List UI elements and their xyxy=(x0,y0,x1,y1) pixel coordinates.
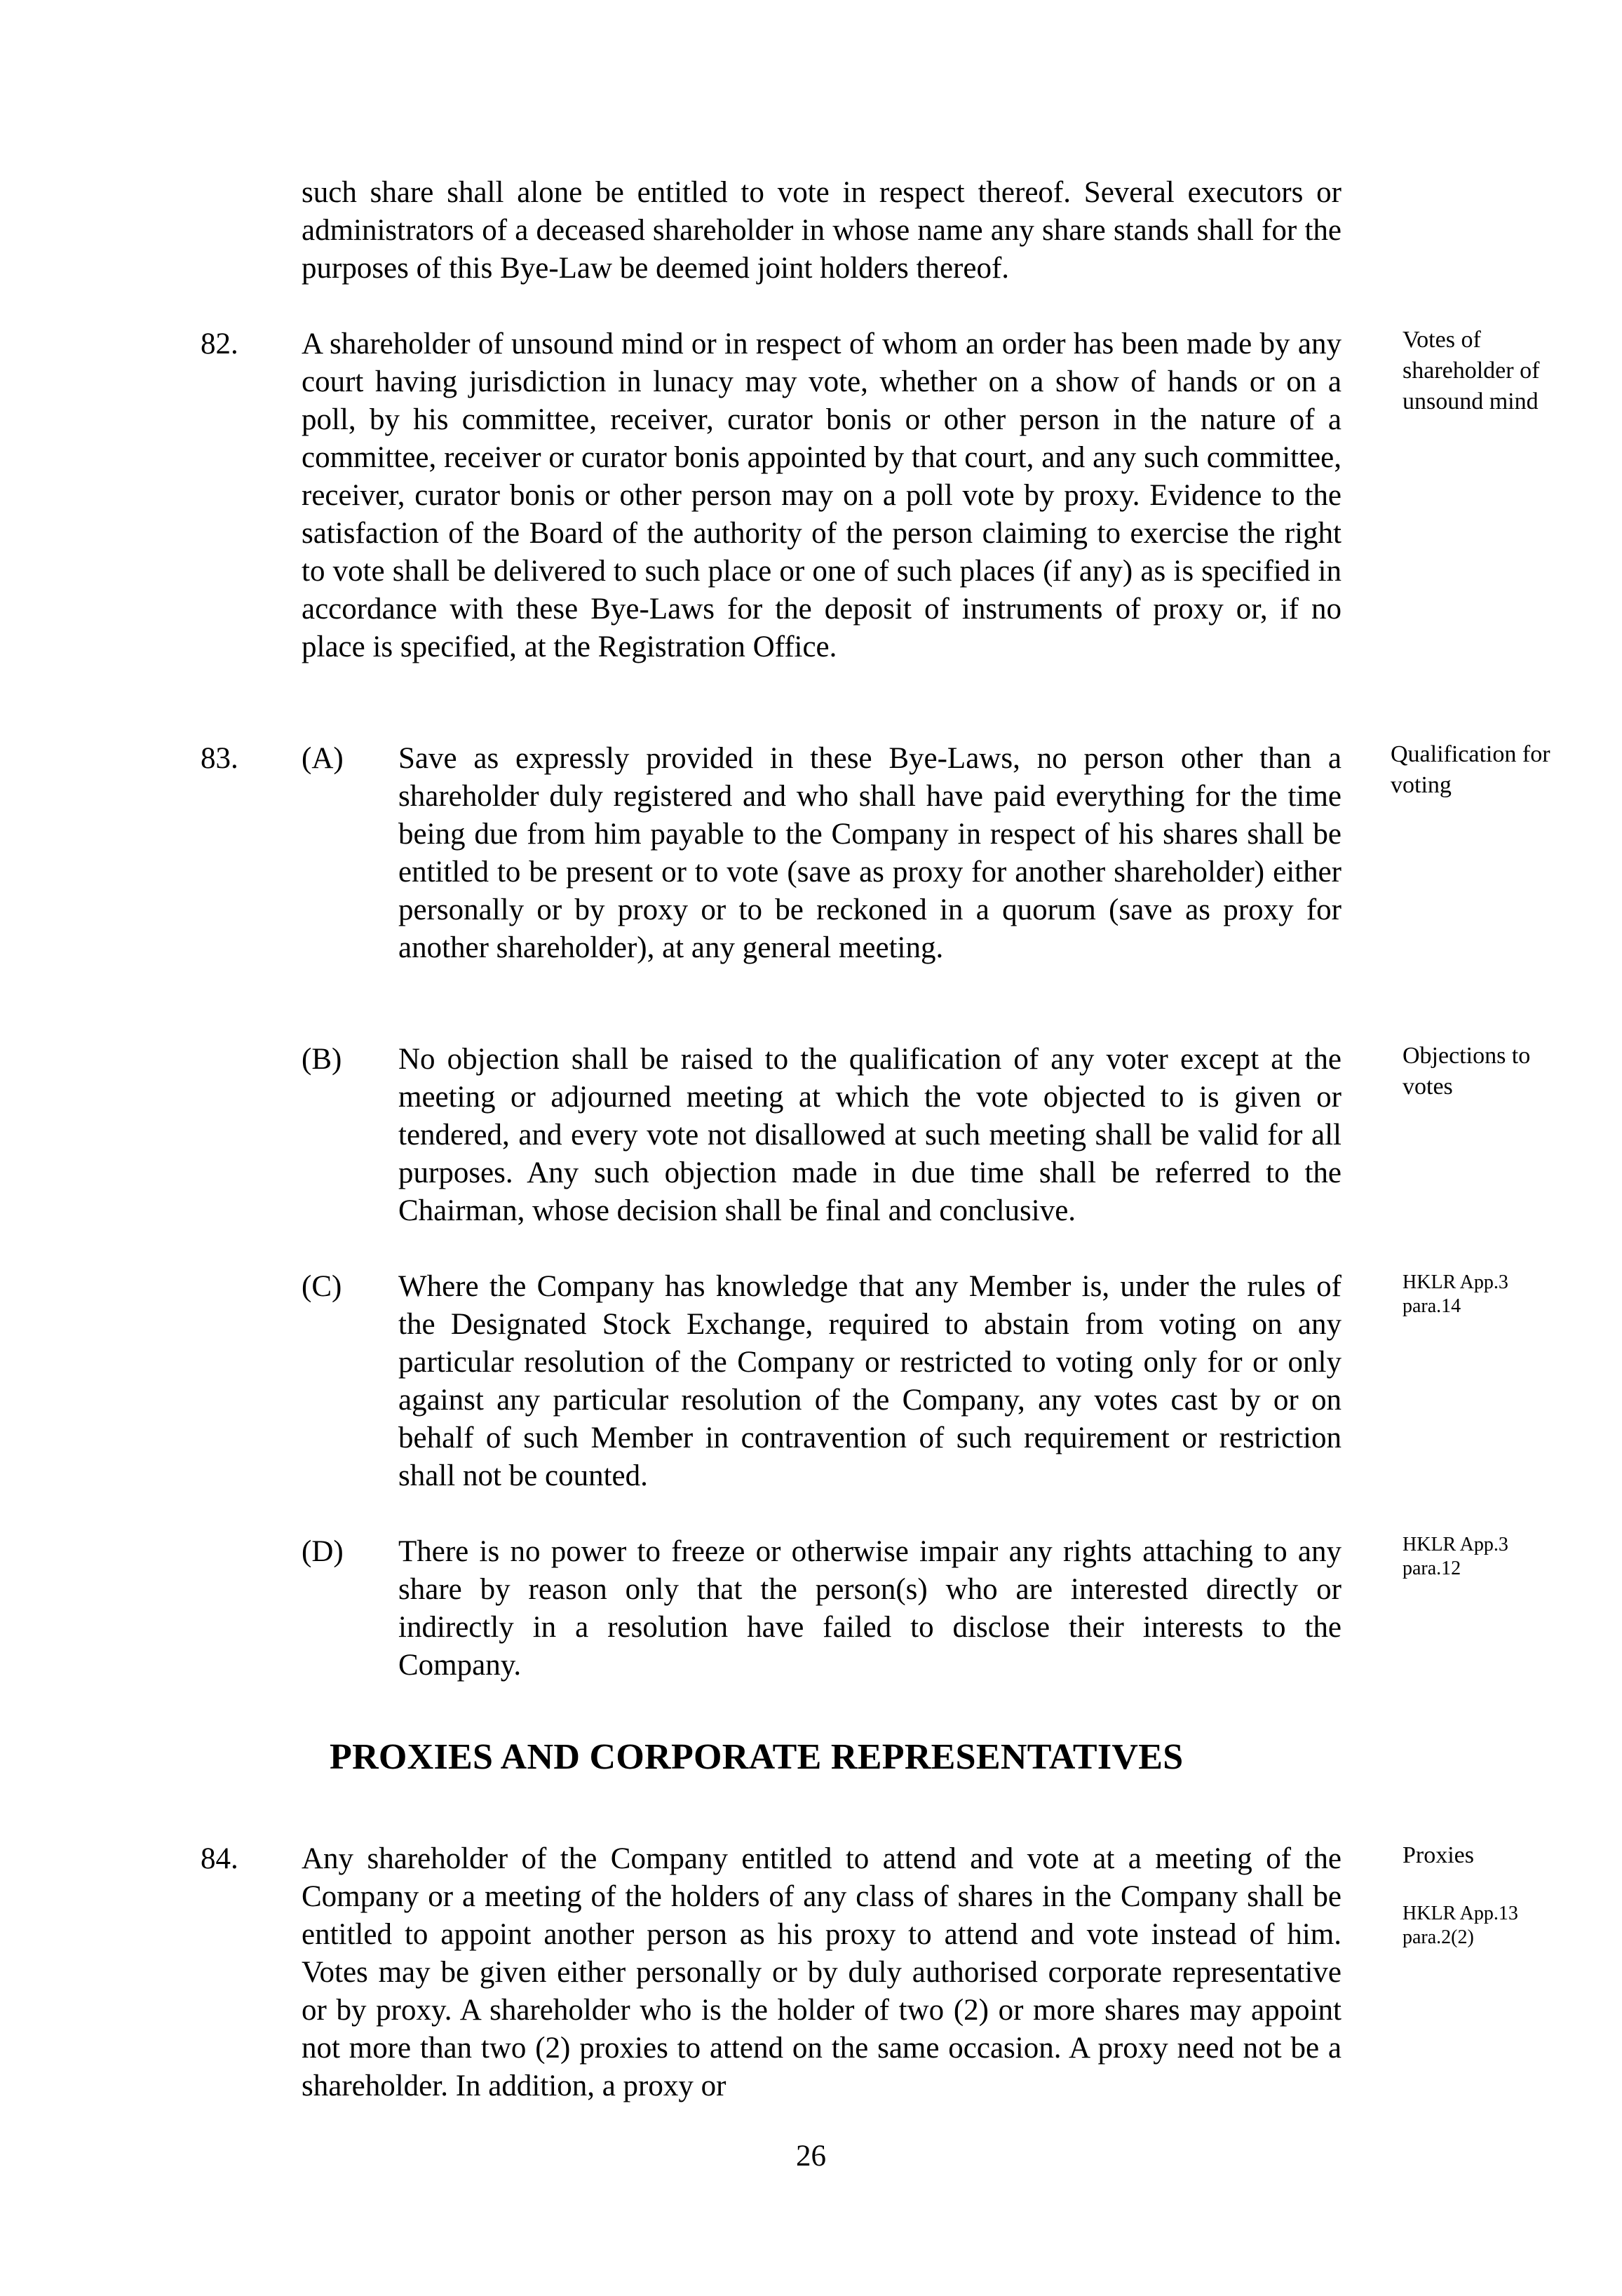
clause-82-number: 82. xyxy=(201,327,238,360)
clause-83a-label: (A) xyxy=(302,742,344,775)
clause-83c-margin-note: HKLR App.3 para.14 xyxy=(1403,1271,1508,1317)
page-number: 26 xyxy=(796,2140,826,2173)
clause-83b-label: (B) xyxy=(302,1043,342,1076)
clause-83a-text: Save as expressly provided in these Bye-Laws, no person other than a shareholder duly registered and who shall have paid everything for the time being due from him payable to the Company in respect of his shares shall be entitled to be present or to vote (save as proxy for another shareholder) either personally or by proxy or to be reckoned in a quorum (save as proxy for another shareholder), at any general meeting. xyxy=(398,742,1341,964)
clause-84-number: 84. xyxy=(201,1842,238,1875)
clause-83d-margin-note: HKLR App.3 para.12 xyxy=(1403,1534,1508,1579)
clause-84-margin-note-proxies: Proxies xyxy=(1403,1842,1474,1868)
clause-84-text: Any shareholder of the Company entitled to attend and vote at a meeting of the Company or a meeting of the holders of any class of shares in the Company shall be entitled to appoint another person as his proxy to attend and vote instead of him. Votes may be given either personally or by duly authorised corporate representative or by proxy. A shareholder who is the holder of two (2) or more shares may appoint not more than two (2) proxies to attend on the same occasion. A proxy need not be a shareholder. In addition, a proxy or xyxy=(302,1842,1341,2102)
clause-83-number: 83. xyxy=(201,742,238,775)
clause-83a-margin-note: Qualification for voting xyxy=(1391,741,1550,798)
clause-82-text: A shareholder of unsound mind or in respect of whom an order has been made by any court having jurisdiction in lunacy may vote, whether on a show of hands or on a poll, by his committee, receiver, curator bonis or other person in the nature of a committee, receiver or curator bonis appointed by that court, and any such committee, receiver, curator bonis or other person may on a poll vote by proxy. Evidence to the satisfaction of the Board of the authority of the person claiming to exercise the right to vote shall be delivered to such place or one of such places (if any) as is specified in accordance with these Bye-Laws for the deposit of instruments of proxy or, if no place is specified, at the Registration Office. xyxy=(302,327,1341,663)
clause-83d-text: There is no power to freeze or otherwise impair any rights attaching to any share by reason only that the person(s) who are interested directly or indirectly in a resolution have failed to disclose their interests to the Company. xyxy=(398,1535,1341,1682)
clause-83b-margin-note: Objections to votes xyxy=(1403,1043,1531,1100)
clause-83b-text: No objection shall be raised to the qualification of any voter except at the meeting or adjourned meeting at which the vote objected to is given or tendered, and every vote not disallowed at such meeting shall be valid for all purposes. Any such objection made in due time shall be referred to the Chairman, whose decision shall be final and conclusive. xyxy=(398,1043,1341,1227)
clause-83c-label: (C) xyxy=(302,1270,342,1303)
clause-83d-label: (D) xyxy=(302,1535,344,1568)
section-heading: PROXIES AND CORPORATE REPRESENTATIVES xyxy=(330,1737,1184,1777)
clause-84-margin-note-hklr: HKLR App.13 para.2(2) xyxy=(1403,1903,1518,1948)
clause-83c-text: Where the Company has knowledge that any Member is, under the rules of the Designated Stock Exchange, required to abstain from voting on any particular resolution of the Company or restricted to voting only for or only against any particular resolution of the Company, any votes cast by or on behalf of such Member in contravention of such requirement or restriction shall not be counted. xyxy=(398,1270,1341,1492)
clause-82-margin-note: Votes of shareholder of unsound mind xyxy=(1403,327,1540,414)
continuation-paragraph: such share shall alone be entitled to vote in respect thereof. Several executors or administrators of a deceased shareholder in whose name any share stands shall for the purposes of this Bye-Law be deemed joint holders thereof. xyxy=(302,176,1341,285)
